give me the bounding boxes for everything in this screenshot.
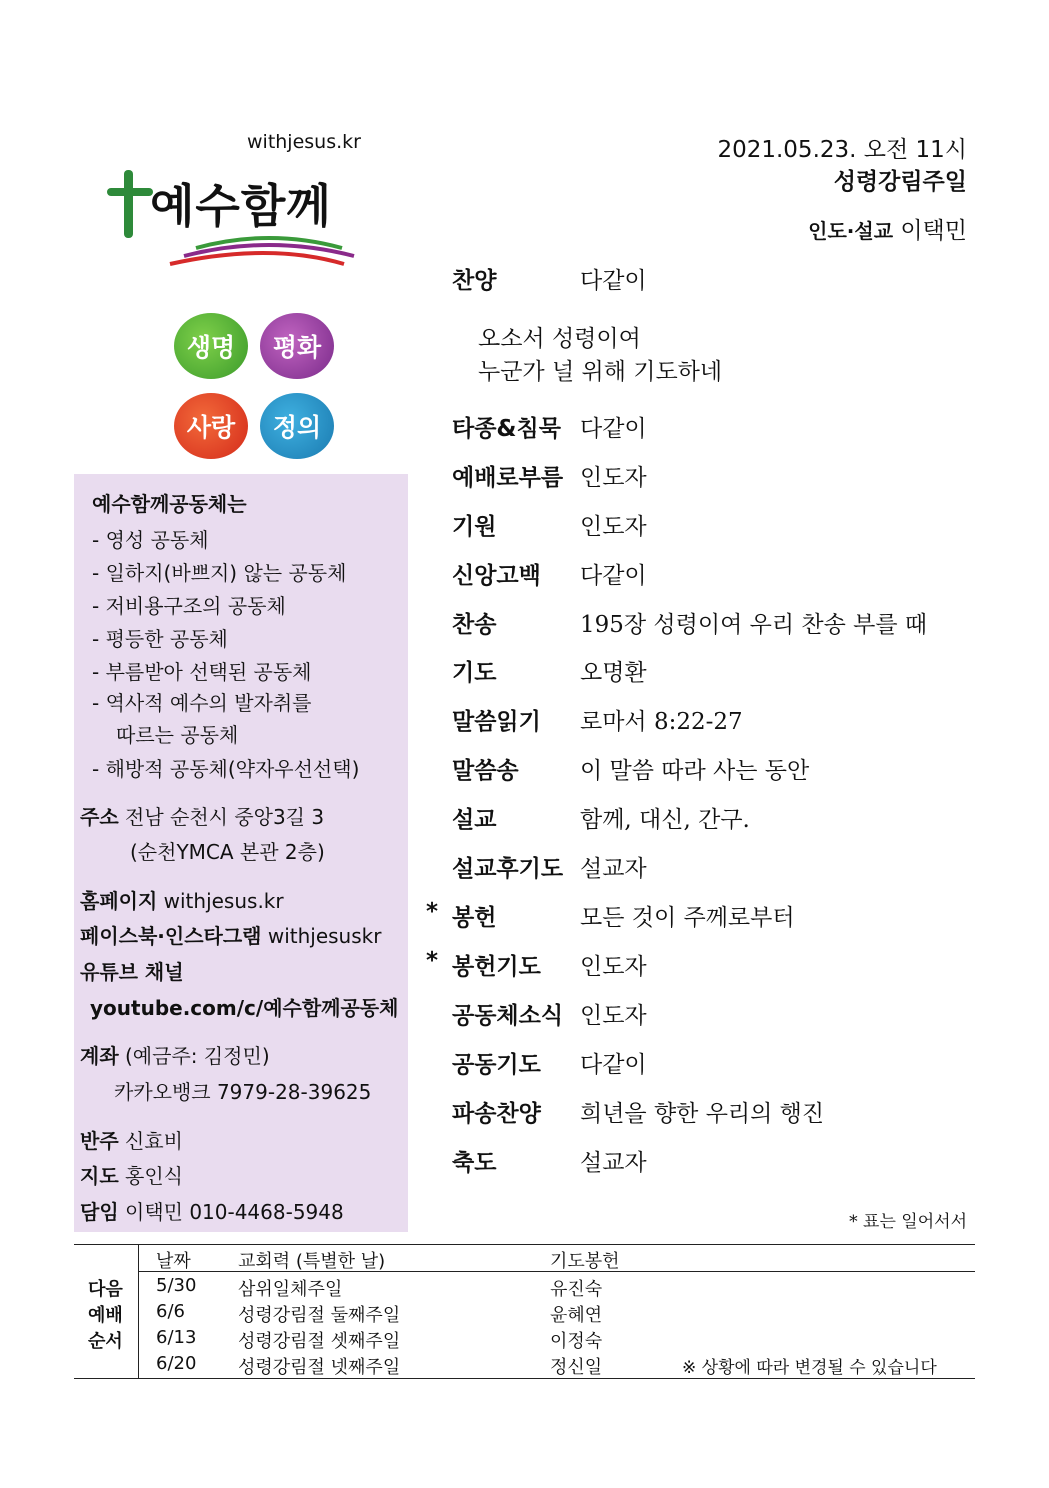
order-label: 설교 bbox=[452, 807, 497, 833]
order-label: 공동기도 bbox=[452, 1052, 541, 1078]
circle-peace: 평화 bbox=[260, 313, 334, 379]
col-header-calendar: 교회력 (특별한 날) bbox=[238, 1251, 386, 1272]
account-holder: (예금주: 김정민) bbox=[125, 1044, 270, 1068]
order-label: 기도 bbox=[452, 660, 497, 686]
info-item: - 해방적 공동체(약자우선선택) bbox=[92, 757, 360, 781]
account-number: 카카오뱅크 7979-28-39625 bbox=[114, 1080, 372, 1104]
order-value: 인도자 bbox=[580, 514, 647, 540]
info-item: - 평등한 공동체 bbox=[92, 627, 228, 651]
order-value: 인도자 bbox=[580, 954, 647, 980]
order-value: 195장 성령이여 우리 찬송 부를 때 bbox=[580, 612, 928, 638]
info-item: - 부름받아 선택된 공동체 bbox=[92, 660, 312, 684]
homepage-label: 홈페이지 bbox=[80, 889, 158, 913]
order-value: 다같이 bbox=[580, 268, 647, 294]
info-item: - 일하지(바쁘지) 않는 공동체 bbox=[92, 561, 347, 585]
address-line2: (순천YMCA 본관 2층) bbox=[130, 840, 325, 864]
row-date: 6/13 bbox=[156, 1327, 197, 1348]
account-label: 계좌 bbox=[80, 1044, 119, 1068]
lyric-line: 누군가 널 위해 기도하네 bbox=[478, 359, 723, 385]
order-label: 기원 bbox=[452, 514, 497, 540]
community-info-box bbox=[74, 474, 408, 1232]
lyric-line: 오소서 성령이여 bbox=[478, 326, 641, 352]
order-value: 다같이 bbox=[580, 416, 647, 442]
order-label: 찬송 bbox=[452, 612, 497, 638]
divider bbox=[138, 1245, 139, 1378]
value-circles bbox=[170, 313, 350, 473]
accompanist-name: 신효비 bbox=[125, 1129, 183, 1153]
service-date: 2021.05.23. 오전 11시 bbox=[717, 137, 967, 163]
order-label: 말씀읽기 bbox=[452, 709, 541, 735]
row-prayer: 유진숙 bbox=[550, 1279, 603, 1300]
leader-label: 인도·설교 bbox=[808, 219, 894, 243]
row-calendar: 성령강림절 둘째주일 bbox=[238, 1305, 401, 1326]
row-prayer: 정신일 bbox=[550, 1357, 603, 1378]
leader bbox=[808, 212, 967, 245]
standing-mark: * bbox=[426, 899, 439, 925]
standing-mark: * bbox=[426, 948, 439, 974]
order-label: 봉헌기도 bbox=[452, 954, 541, 980]
col-header-prayer: 기도봉헌 bbox=[550, 1251, 620, 1272]
info-item: - 영성 공동체 bbox=[92, 528, 209, 552]
order-label: 설교후기도 bbox=[452, 856, 564, 882]
logo bbox=[104, 170, 364, 290]
order-label: 축도 bbox=[452, 1150, 497, 1176]
circle-life: 생명 bbox=[174, 313, 248, 379]
accompanist-label: 반주 bbox=[80, 1129, 119, 1153]
order-value: 오명환 bbox=[580, 660, 647, 686]
info-item: - 저비용구조의 공동체 bbox=[92, 594, 286, 618]
sunday-name: 성령강림주일 bbox=[833, 169, 967, 195]
row-prayer: 윤혜연 bbox=[550, 1305, 603, 1326]
site-url: withjesus.kr bbox=[247, 131, 361, 153]
order-value: 다같이 bbox=[580, 563, 647, 589]
row-date: 6/20 bbox=[156, 1353, 197, 1374]
row-calendar: 성령강림절 셋째주일 bbox=[238, 1331, 401, 1352]
sns-label: 페이스북·인스타그램 bbox=[80, 924, 262, 948]
row-date: 5/30 bbox=[156, 1275, 197, 1296]
order-label: 말씀송 bbox=[452, 758, 519, 784]
schedule-footnote: ※ 상황에 따라 변경될 수 있습니다 bbox=[682, 1358, 937, 1378]
order-value: 다같이 bbox=[580, 1052, 647, 1078]
order-label: 봉헌 bbox=[452, 905, 497, 931]
order-value: 설교자 bbox=[580, 856, 647, 882]
row-calendar: 삼위일체주일 bbox=[238, 1279, 343, 1300]
info-item: - 역사적 예수의 발자취를 bbox=[92, 691, 312, 715]
youtube-link[interactable]: youtube.com/c/예수함께공동체 bbox=[90, 996, 399, 1020]
logo-text: 예수함께 bbox=[150, 179, 332, 233]
row-prayer: 이정숙 bbox=[550, 1331, 603, 1352]
info-item: 따르는 공동체 bbox=[116, 723, 239, 747]
order-value: 설교자 bbox=[580, 1150, 647, 1176]
schedule-side-label: 다음 bbox=[88, 1279, 123, 1300]
circle-justice: 정의 bbox=[260, 393, 334, 459]
guide-label: 지도 bbox=[80, 1164, 119, 1188]
col-header-date: 날짜 bbox=[156, 1251, 191, 1272]
order-label: 타종&침묵 bbox=[452, 416, 561, 442]
order-value: 함께, 대신, 간구. bbox=[580, 807, 750, 833]
address-label: 주소 bbox=[80, 805, 119, 829]
order-label: 찬양 bbox=[452, 268, 497, 294]
row-date: 6/6 bbox=[156, 1301, 185, 1322]
order-label: 파송찬양 bbox=[452, 1101, 541, 1127]
pastor-label: 담임 bbox=[80, 1200, 119, 1224]
order-value: 이 말씀 따라 사는 동안 bbox=[580, 758, 810, 784]
order-label: 예배로부름 bbox=[452, 465, 564, 491]
address-line1: 전남 순천시 중앙3길 3 bbox=[125, 805, 325, 829]
pastor-contact: 이택민 010-4468-5948 bbox=[125, 1200, 344, 1224]
order-value: 로마서 8:22-27 bbox=[580, 709, 743, 735]
order-value: 희년을 향한 우리의 행진 bbox=[580, 1101, 825, 1127]
circle-love: 사랑 bbox=[174, 393, 248, 459]
youtube-label: 유튜브 채널 bbox=[80, 960, 184, 984]
order-value: 인도자 bbox=[580, 465, 647, 491]
row-calendar: 성령강림절 넷째주일 bbox=[238, 1357, 401, 1378]
schedule-side-label: 순서 bbox=[88, 1331, 123, 1352]
guide-name: 홍인식 bbox=[125, 1164, 183, 1188]
order-label: 공동체소식 bbox=[452, 1003, 564, 1029]
next-schedule-table bbox=[74, 1244, 975, 1379]
order-value: 인도자 bbox=[580, 1003, 647, 1029]
sns-handle[interactable]: withjesuskr bbox=[267, 924, 382, 948]
order-value: 모든 것이 주께로부터 bbox=[580, 905, 795, 931]
order-label: 신앙고백 bbox=[452, 563, 541, 589]
leader-name: 이택민 bbox=[900, 218, 967, 244]
homepage-link[interactable]: withjesus.kr bbox=[163, 889, 284, 913]
standing-note: * 표는 일어서서 bbox=[849, 1212, 967, 1232]
schedule-side-label: 예배 bbox=[88, 1305, 123, 1326]
info-heading: 예수함께공동체는 bbox=[92, 492, 247, 516]
